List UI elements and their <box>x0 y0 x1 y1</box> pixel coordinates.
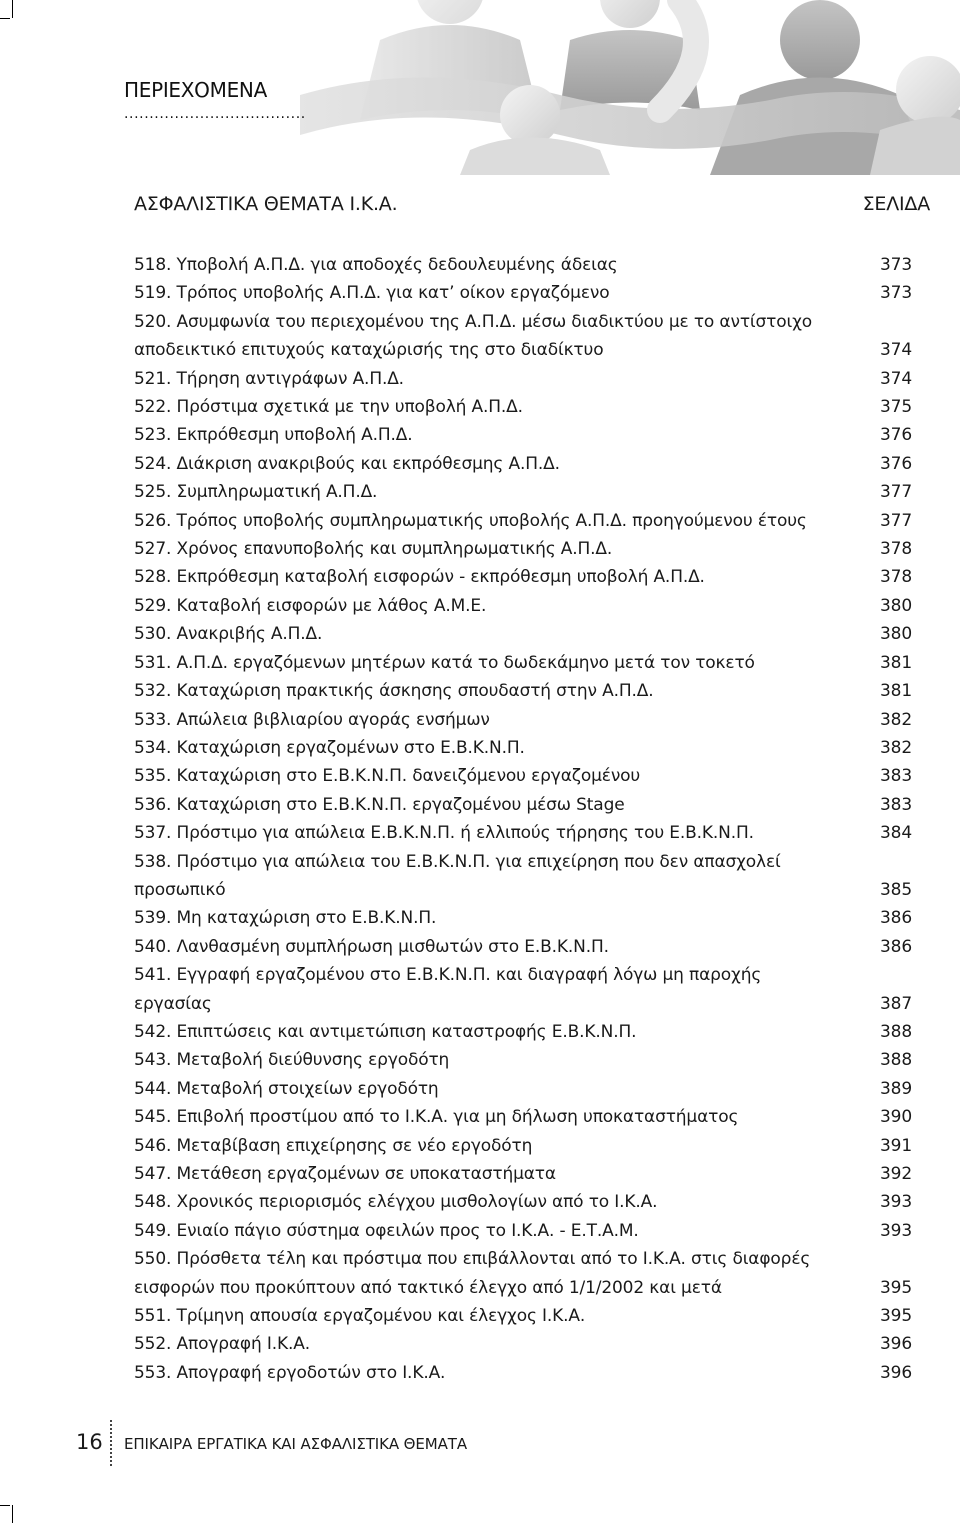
toc-entry <box>134 1075 912 1103</box>
section-title: ΑΣΦΑΛΙΣΤΙΚΑ ΘΕΜΑΤΑ Ι.Κ.Α. <box>134 193 398 215</box>
toc-entry <box>134 620 912 648</box>
toc-entry-title: 535. Καταχώριση στο Ε.Β.Κ.Ν.Π. δανειζόμενου εργαζομένου <box>134 766 641 787</box>
toc-entry-title: 523. Εκπρόθεσμη υποβολή Α.Π.Δ. <box>134 425 413 446</box>
toc-entry <box>134 507 912 535</box>
toc-entry-title: 549. Ενιαίο πάγιο σύστημα οφειλών προς το Ι.Κ.Α. - Ε.Τ.Α.Μ. <box>134 1220 639 1241</box>
toc-entry-title: 521. Τήρηση αντιγράφων Α.Π.Δ. <box>134 368 404 389</box>
crop-mark-bottom-left-vertical <box>12 1505 13 1523</box>
crop-mark-top-left-horizontal <box>0 18 10 19</box>
toc-entry-title: 545. Επιβολή προστίμου από το Ι.Κ.Α. για μη δήλωση υποκαταστήματος <box>134 1107 739 1128</box>
toc-entry-page: 395 <box>880 1306 912 1327</box>
toc-entry-title: 527. Χρόνος επανυποβολής και συμπληρωματικής Α.Π.Δ. <box>134 539 613 560</box>
toc-entry <box>134 592 912 620</box>
toc-entry-page: 387 <box>880 993 912 1014</box>
toc-entry-title: 539. Μη καταχώριση στο Ε.Β.Κ.Ν.Π. <box>134 908 437 929</box>
toc-entry <box>134 1132 912 1160</box>
toc-entry <box>134 279 912 307</box>
crop-mark-top-left-vertical <box>12 0 13 18</box>
toc-entry <box>134 365 912 393</box>
toc-entry-page: 385 <box>880 879 912 900</box>
toc-entry-title: 530. Ανακριβής Α.Π.Δ. <box>134 624 323 645</box>
toc-entry <box>134 393 912 421</box>
toc-entry-page: 377 <box>880 510 912 531</box>
toc-entry-title: 547. Μετάθεση εργαζομένων σε υποκαταστήματα <box>134 1164 556 1184</box>
toc-entry-page: 389 <box>880 1078 912 1099</box>
toc-entry-title: 518. Υποβολή Α.Π.Δ. για αποδοχές δεδουλευμένης άδειας <box>134 255 618 275</box>
toc-entry-title: 542. Επιπτώσεις και αντιμετώπιση καταστροφής Ε.Β.Κ.Ν.Π. <box>134 1021 637 1042</box>
page-column-header: ΣΕΛΙΔΑ <box>862 193 930 215</box>
toc-entry <box>134 535 912 563</box>
toc-entry-page: 390 <box>880 1107 912 1128</box>
toc-entry-page: 374 <box>880 340 912 361</box>
toc-entry-page: 391 <box>880 1135 912 1156</box>
toc-entry-page: 377 <box>880 482 912 503</box>
toc-entry <box>134 308 912 365</box>
toc-entry-page: 383 <box>880 766 912 787</box>
toc-entry-title: 538. Πρόστιμο για απώλεια του Ε.Β.Κ.Ν.Π. για επιχείρηση που δεν απασχολεί προσωπικό <box>134 851 781 900</box>
toc-entry <box>134 904 912 932</box>
decorative-people-ring-image <box>300 0 960 175</box>
crop-mark-bottom-left-horizontal <box>0 1505 10 1506</box>
toc-entry-title: 552. Απογραφή Ι.Κ.Α. <box>134 1334 310 1355</box>
toc-entry-title: 532. Καταχώριση πρακτικής άσκησης σπουδαστή στην Α.Π.Δ. <box>134 681 654 702</box>
toc-entry-title: 543. Μεταβολή διεύθυνσης εργοδότη <box>134 1050 450 1071</box>
toc-entry-page: 381 <box>880 652 912 673</box>
toc-entry-page: 376 <box>880 453 912 474</box>
toc-entry-page: 383 <box>880 794 912 815</box>
toc-entry-title: 536. Καταχώριση στο Ε.Β.Κ.Ν.Π. εργαζομένου μέσω Stage <box>134 794 625 815</box>
toc-entry <box>134 848 912 905</box>
toc-entry <box>134 251 912 279</box>
page-title: ΠΕΡΙΕΧΟΜΕΝΑ <box>124 78 267 102</box>
footer-dotted-separator <box>110 1420 112 1466</box>
toc-entry-title: 525. Συμπληρωματική Α.Π.Δ. <box>134 482 378 503</box>
toc-entry <box>134 1188 912 1216</box>
toc-entry <box>134 421 912 449</box>
toc-entry-page: 388 <box>880 1050 912 1071</box>
toc-entry-title: 522. Πρόστιμα σχετικά με την υποβολή Α.Π.Δ. <box>134 397 523 418</box>
toc-entry-title: 531. Α.Π.Δ. εργαζόμενων μητέρων κατά το δωδεκάμηνο μετά τον τοκετό <box>134 652 755 673</box>
toc-entry-title: 550. Πρόσθετα τέλη και πρόστιμα που επιβάλλονται από το Ι.Κ.Α. στις διαφορές εισφορών που προκύπτουν από τακτικό έλεγχο από 1/1/2002 και μετά <box>134 1249 811 1298</box>
table-of-contents <box>134 251 912 1387</box>
footer-publication-title: ΕΠΙΚΑΙΡΑ ΕΡΓΑΤΙΚΑ ΚΑΙ ΑΣΦΑΛΙΣΤΙΚΑ ΘΕΜΑΤΑ <box>124 1435 467 1453</box>
toc-entry-title: 529. Καταβολή εισφορών με λάθος Α.Μ.Ε. <box>134 595 487 616</box>
toc-entry-page: 396 <box>880 1334 912 1355</box>
toc-entry <box>134 1359 912 1387</box>
toc-entry-title: 526. Τρόπος υποβολής συμπληρωματικής υποβολής Α.Π.Δ. προηγούμενου έτους <box>134 510 807 531</box>
toc-entry-page: 392 <box>880 1164 912 1184</box>
toc-entry <box>134 1302 912 1330</box>
toc-entry <box>134 1103 912 1131</box>
toc-entry <box>134 478 912 506</box>
toc-entry-page: 384 <box>880 823 912 844</box>
toc-entry-page: 396 <box>880 1362 912 1383</box>
toc-entry-page: 381 <box>880 681 912 702</box>
toc-entry <box>134 734 912 762</box>
toc-entry-page: 395 <box>880 1277 912 1298</box>
toc-entry <box>134 706 912 734</box>
toc-entry <box>134 762 912 790</box>
toc-entry-title: 548. Χρονικός περιορισμός ελέγχου μισθολογίων από το Ι.Κ.Α. <box>134 1192 658 1213</box>
toc-entry-page: 388 <box>880 1021 912 1042</box>
toc-entry-page: 376 <box>880 425 912 446</box>
toc-entry <box>134 961 912 1018</box>
toc-entry-page: 386 <box>880 936 912 957</box>
toc-entry-title: 520. Ασυμφωνία του περιεχομένου της Α.Π.Δ. μέσω διαδικτύου με το αντίστοιχο αποδεικτικό επιτυχούς καταχώρισής της στο διαδίκτυο <box>134 311 812 361</box>
toc-entry-title: 544. Μεταβολή στοιχείων εργοδότη <box>134 1078 439 1099</box>
toc-entry-page: 393 <box>880 1192 912 1213</box>
toc-entry-title: 540. Λανθασμένη συμπλήρωση μισθωτών στο Ε.Β.Κ.Ν.Π. <box>134 936 609 957</box>
toc-entry-page: 374 <box>880 368 912 389</box>
toc-entry-page: 373 <box>880 283 912 304</box>
toc-entry-page: 373 <box>880 255 912 275</box>
toc-entry-title: 537. Πρόστιμο για απώλεια Ε.Β.Κ.Ν.Π. ή ελλιπούς τήρησης του Ε.Β.Κ.Ν.Π. <box>134 823 754 844</box>
toc-entry <box>134 1160 912 1188</box>
toc-entry <box>134 1217 912 1245</box>
toc-entry-page: 375 <box>880 397 912 418</box>
toc-entry-title: 541. Εγγραφή εργαζομένου στο Ε.Β.Κ.Ν.Π. και διαγραφή λόγω μη παροχής εργασίας <box>134 965 762 1014</box>
toc-entry-title: 519. Τρόπος υποβολής Α.Π.Δ. για κατ’ οίκον εργαζόμενο <box>134 283 610 304</box>
toc-entry-title: 524. Διάκριση ανακριβούς και εκπρόθεσμης Α.Π.Δ. <box>134 453 560 474</box>
toc-entry <box>134 1018 912 1046</box>
toc-entry-page: 382 <box>880 737 912 758</box>
toc-entry-page: 378 <box>880 539 912 560</box>
toc-entry <box>134 563 912 591</box>
toc-entry-title: 528. Εκπρόθεσμη καταβολή εισφορών - εκπρόθεσμη υποβολή Α.Π.Δ. <box>134 567 705 588</box>
toc-entry <box>134 791 912 819</box>
toc-entry-title: 553. Απογραφή εργοδοτών στο Ι.Κ.Α. <box>134 1362 446 1383</box>
toc-entry-page: 380 <box>880 595 912 616</box>
toc-entry <box>134 1330 912 1358</box>
toc-entry-page: 382 <box>880 709 912 730</box>
toc-entry-title: 533. Απώλεια βιβλιαρίου αγοράς ενσήμων <box>134 709 490 730</box>
toc-entry-page: 386 <box>880 908 912 929</box>
toc-entry <box>134 819 912 847</box>
toc-entry <box>134 450 912 478</box>
toc-entry <box>134 1046 912 1074</box>
toc-entry-page: 393 <box>880 1220 912 1241</box>
toc-entry <box>134 1245 912 1302</box>
toc-entry-page: 380 <box>880 624 912 645</box>
toc-entry <box>134 677 912 705</box>
title-dotted-rule: .................................... <box>124 106 306 122</box>
toc-entry-title: 534. Καταχώριση εργαζομένων στο Ε.Β.Κ.Ν.Π. <box>134 737 525 758</box>
toc-entry-title: 546. Μεταβίβαση επιχείρησης σε νέο εργοδότη <box>134 1135 533 1156</box>
toc-entry <box>134 649 912 677</box>
toc-entry-page: 378 <box>880 567 912 588</box>
toc-entry <box>134 933 912 961</box>
toc-entry-title: 551. Τρίμηνη απουσία εργαζομένου και έλεγχος Ι.Κ.Α. <box>134 1306 586 1327</box>
footer-page-number: 16 <box>76 1430 103 1454</box>
